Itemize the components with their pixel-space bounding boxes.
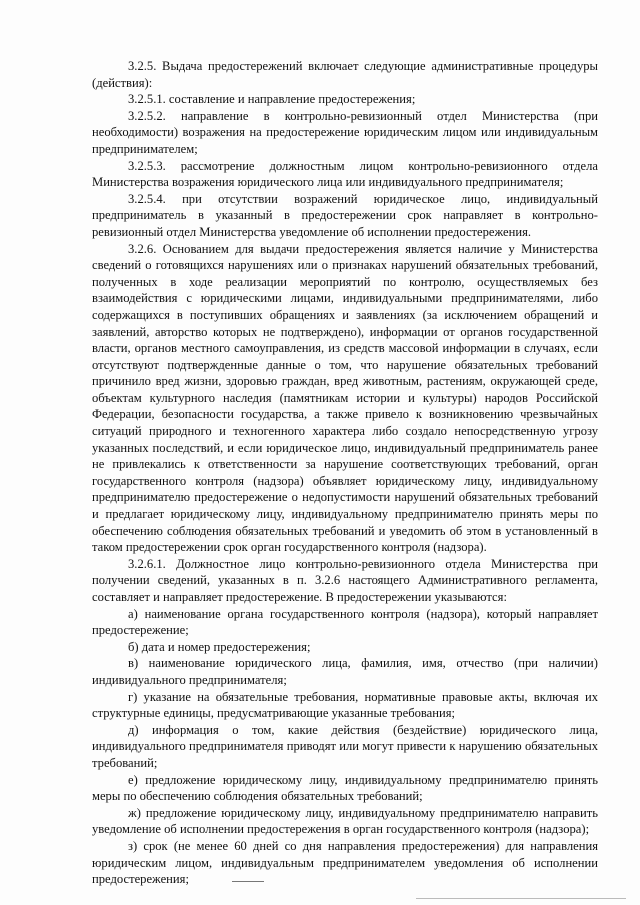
paragraph-3-2-5-4: 3.2.5.4. при отсутствии возражений юридическое лицо, индивидуальный предприниматель в указанный в предостережении срок направляет в контрольно-ревизионный отдел Министерства уведомление об исполнении предостережения. [92, 191, 598, 239]
paragraph-3-2-5-3: 3.2.5.3. рассмотрение должностным лицом контрольно-ревизионного отдела Министерства возражения юридического лица или индивидуального предпринимателя; [92, 158, 598, 190]
list-item-e: е) предложение юридическому лицу, индивидуальному предпринимателю принять меры по обеспечению соблюдения обязательных требований; [92, 772, 598, 804]
list-item-v: в) наименование юридического лица, фамилия, имя, отчество (при наличии) индивидуального предпринимателя; [92, 656, 598, 687]
paragraph-3-2-5-2: 3.2.5.2. направление в контрольно-ревизионный отдел Министерства (при необходимости) возражения на предостережение юридическим лицом или индивидуальным предпринимателем; [92, 108, 598, 156]
footer-mark [232, 881, 264, 882]
list-item-g: г) указание на обязательные требования, нормативные правовые акты, включая их структурные единицы, предусматривающие указанные требования; [92, 689, 598, 721]
paragraph-3-2-6: 3.2.6. Основанием для выдачи предостережения является наличие у Министерства сведений о готовящихся нарушениях или о признаках нарушений обязательных требований, полученных в ходе реализации мероприятий по контролю, осуществляемых без взаимодействия с юридическими лицами, индивидуальными предпринимателями, либо содержащихся в поступивших обращениях и заявлениях (за исключением обращений и заявлений, авторство которых не подтверждено), информации от органов государственной власти, органов местного самоуправления, из средств массовой информации в случаях, если отсутствуют подтвержденные данные о том, что нарушение обязательных требований причинило вред жизни, здоровью граждан, вред животным, растениям, окружающей среде, объектам культурного наследия (памятникам истории и культуры) народов Российской Федерации, безопасности государства, а также привело к возникновению чрезвычайных ситуаций природного и техногенного характера либо создало непосредственную угрозу указанных последствий, и если юридическое лицо, индивидуальный предприниматель ранее не привлекались к ответственности за нарушение соответствующих требований, орган государственного контроля (надзора) объявляет юридическому лицу, индивидуальному предпринимателю предостережение о недопустимости нарушений обязательных требований и предлагает юридическому лицу, индивидуальному предпринимателю принять меры по обеспечению соблюдения обязательных требований и уведомить об этом в установленный в таком предостережении срок орган государственного контроля (надзора). [92, 241, 598, 555]
list-item-b: б) дата и номер предостережения; [128, 639, 311, 654]
list-item-a: а) наименование органа государственного контроля (надзора), который направляет предостережение; [92, 606, 598, 638]
list-item-zh: ж) предложение юридическому лицу, индивидуальному предпринимателю направить уведомление об исполнении предостережения в орган государственного контроля (надзора); [92, 805, 598, 837]
paragraph-3-2-6-1: 3.2.6.1. Должностное лицо контрольно-ревизионного отдела Министерства при получении сведений, указанных в п. 3.2.6 настоящего Административного регламента, составляет и направляет предостережение. В предостережении указываются: [92, 556, 598, 604]
bottom-rule [416, 898, 626, 899]
list-item-z: з) срок (не менее 60 дней со дня направления предостережения) для направления юридическим лицом, индивидуальным предпринимателем уведомления об исполнении предостережения; [92, 838, 598, 887]
paragraph-3-2-5-1: 3.2.5.1. составление и направление предостережения; [128, 92, 416, 107]
paragraph-3-2-5: 3.2.5. Выдача предостережений включает следующие административные процедуры (действия): [92, 59, 598, 90]
list-item-d: д) информация о том, какие действия (бездействие) юридического лица, индивидуального предпринимателя приводят или могут привести к нарушению обязательных требований; [92, 722, 598, 770]
document-body [92, 58, 598, 888]
